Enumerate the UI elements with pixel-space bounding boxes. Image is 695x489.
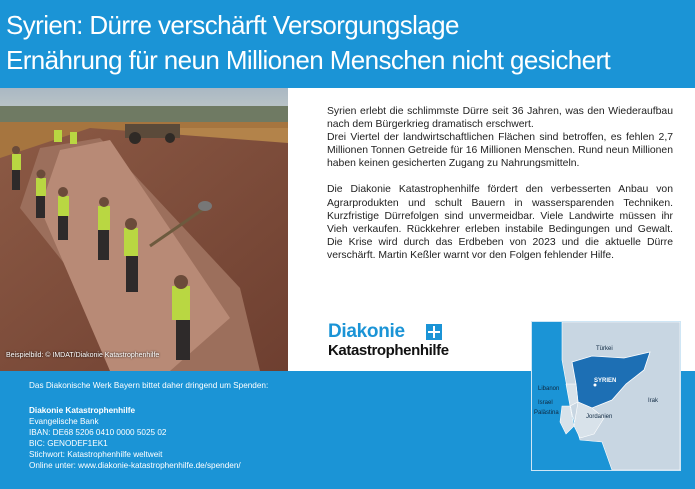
- paragraph-aid: Die Diakonie Katastrophenhilfe fördert den verbesserten Anbau von Agrarprodukten und schult Bauern in wassersparenden Techniken. Kurzfristige Dürrefolgen sind unvermeidbar. Viele Landwirte müssen ihr Vieh verkaufen. Rückkehrer erleben instabile Bedingungen und Gewalt. Die Krise wird durch das Erdbeben von 2023 und die aktuelle Dürre verschärft. Martin Keßler warnt vor den Folgen fehlender Hilfe.: [327, 184, 673, 261]
- logo-subline: Katastrophenhilfe: [328, 342, 449, 359]
- map-shapes: [532, 322, 680, 470]
- recipient-name: Diakonie Katastrophenhilfe: [29, 406, 136, 415]
- headline: Syrien: Dürre verschärft Versorgungslage: [6, 10, 459, 40]
- photo-illustration: [0, 88, 288, 371]
- donation-url[interactable]: Online unter: www.diakonie-katastrophenhilfe.de/spenden/: [29, 461, 241, 470]
- map-label-turkey: Türkei: [596, 346, 613, 352]
- donation-intro: Das Diakonische Werk Bayern bittet daher dringend um Spenden:: [29, 381, 269, 390]
- diakonie-logo: [328, 322, 449, 359]
- map-label-israel: Israel: [538, 400, 553, 406]
- map-label-syria: SYRIEN: [594, 378, 617, 384]
- subheadline: Ernährung für neun Millionen Menschen nicht gesichert: [6, 45, 611, 75]
- article-body: [327, 105, 673, 262]
- keyword: Stichwort: Katastrophenhilfe weltweit: [29, 450, 163, 459]
- field-workers-photo: [0, 88, 288, 371]
- bic: BIC: GENODEF1EK1: [29, 439, 108, 448]
- paragraph-intro: Syrien erlebt die schlimmste Dürre seit 36 Jahren, was den Wiederaufbau nach dem Bürgerkrieg dramatisch erschwert.: [327, 106, 673, 131]
- map-label-palestine: Palästina: [534, 410, 559, 416]
- syria-locator-map: [531, 321, 681, 471]
- header-banner: [0, 0, 695, 88]
- paragraph-impact: Drei Viertel der landwirtschaftlichen Flächen sind betroffen, es fehlen 2,7 Millionen Tonnen Getreide für 16 Millionen Menschen. Rund neun Millionen haben keinen gesicherten Zugang zu Nahrungsmitteln.: [327, 132, 673, 170]
- iban: IBAN: DE68 5206 0410 0000 5025 02: [29, 428, 167, 437]
- cross-logo-icon: [426, 324, 442, 340]
- logo-wordmark: Diakonie: [328, 321, 405, 342]
- map-label-jordan: Jordanien: [586, 414, 613, 420]
- map-label-lebanon: Libanon: [538, 386, 560, 392]
- bank-name: Evangelische Bank: [29, 417, 99, 426]
- photo-credit: Beispielbild: © IMDAT/Diakonie Katastrophenhilfe: [6, 352, 160, 359]
- map-label-iraq: Irak: [648, 398, 659, 404]
